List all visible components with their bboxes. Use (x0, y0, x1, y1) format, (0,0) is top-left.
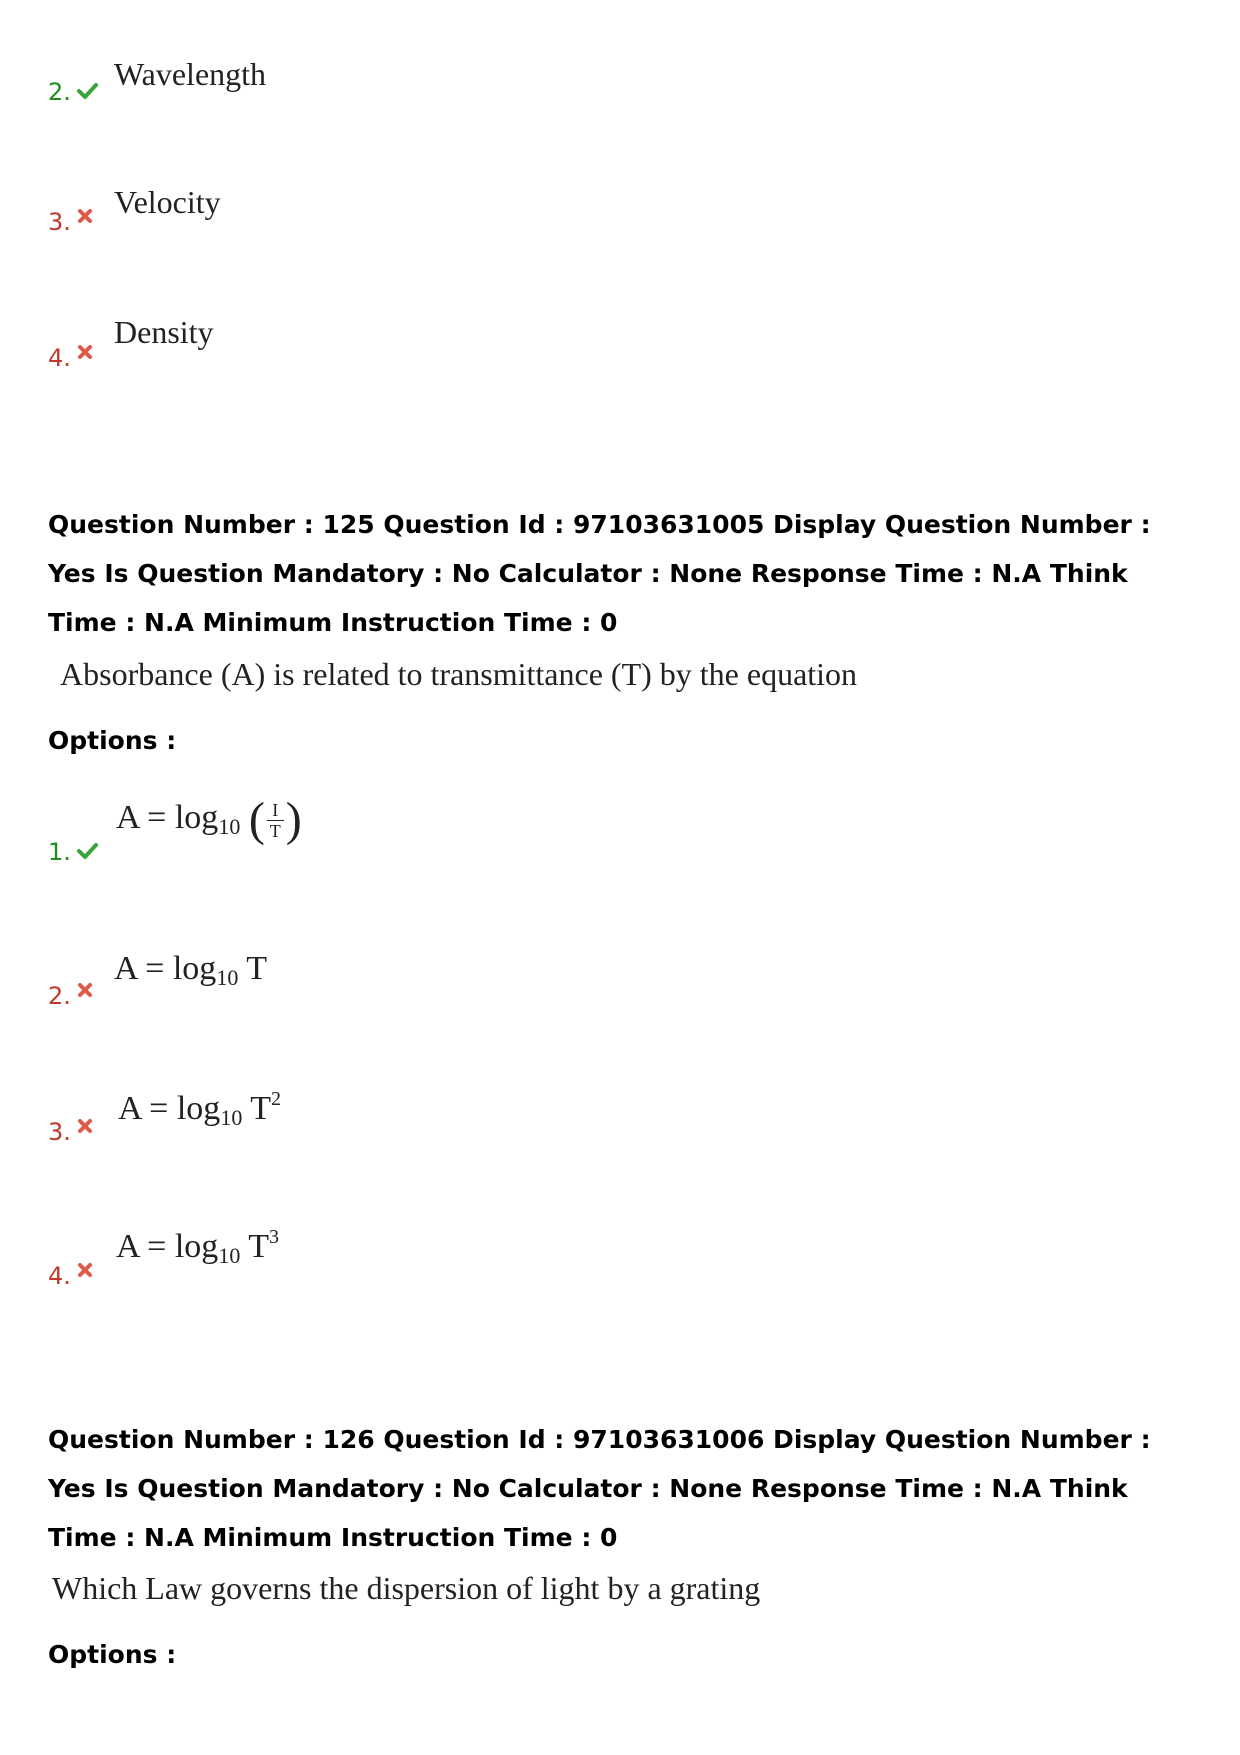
option-text: Velocity (114, 184, 221, 220)
cross-icon (76, 207, 94, 225)
option-text: Density (114, 314, 214, 350)
option-number: 4. (48, 344, 71, 372)
fraction-numerator: I (267, 800, 284, 821)
formula-rhs: T (250, 1090, 271, 1127)
option-number: 3. (48, 1118, 71, 1146)
left-paren: ( (248, 793, 265, 846)
option-number: 2. (48, 982, 71, 1010)
option-formula (118, 1088, 281, 1131)
fraction-denominator: T (269, 820, 281, 841)
option-formula (116, 793, 302, 846)
cross-icon (76, 1261, 94, 1279)
cross-icon (76, 343, 94, 361)
question-126-header: Question Number : 126 Question Id : 97103631006 Display Question Number : Yes Is Question Mandatory : No Calculator : None Response Time : N.A Think Time : N.A Minimum Instruction Time : 0 (48, 1425, 1151, 1552)
options-label: Options : (48, 726, 177, 755)
question-125-text: Absorbance (A) is related to transmittance (T) by the equation (60, 656, 858, 692)
option-formula (116, 1226, 279, 1269)
question-126-text: Which Law governs the dispersion of light by a grating (52, 1570, 761, 1606)
option-number: 4. (48, 1262, 71, 1290)
option-number: 1. (48, 838, 71, 866)
check-icon (76, 80, 98, 102)
formula-subscript: 10 (218, 813, 241, 839)
cross-icon (76, 981, 94, 999)
question-125-header: Question Number : 125 Question Id : 97103631005 Display Question Number : Yes Is Question Mandatory : No Calculator : None Response Time : N.A Think Time : N.A Minimum Instruction Time : 0 (48, 510, 1151, 637)
formula-superscript: 3 (268, 1226, 279, 1248)
formula-lhs: A = log (116, 1228, 219, 1265)
options-label: Options : (48, 1640, 177, 1669)
option-number: 2. (48, 78, 71, 106)
check-icon (76, 840, 98, 862)
option-number: 3. (48, 208, 71, 236)
option-text: Wavelength (114, 56, 267, 92)
right-paren: ) (285, 793, 302, 846)
formula-superscript: 2 (270, 1088, 281, 1110)
option-formula (114, 950, 267, 991)
formula-rhs: T (246, 950, 267, 987)
formula-lhs: A = log (118, 1090, 221, 1127)
formula-lhs: A = log (116, 798, 219, 836)
formula-lhs: A = log (114, 950, 217, 987)
formula-subscript: 10 (220, 1105, 243, 1130)
formula-subscript: 10 (218, 1243, 241, 1268)
formula-rhs: T (248, 1228, 269, 1265)
formula-subscript: 10 (216, 965, 239, 990)
cross-icon (76, 1117, 94, 1135)
fraction (267, 800, 284, 841)
